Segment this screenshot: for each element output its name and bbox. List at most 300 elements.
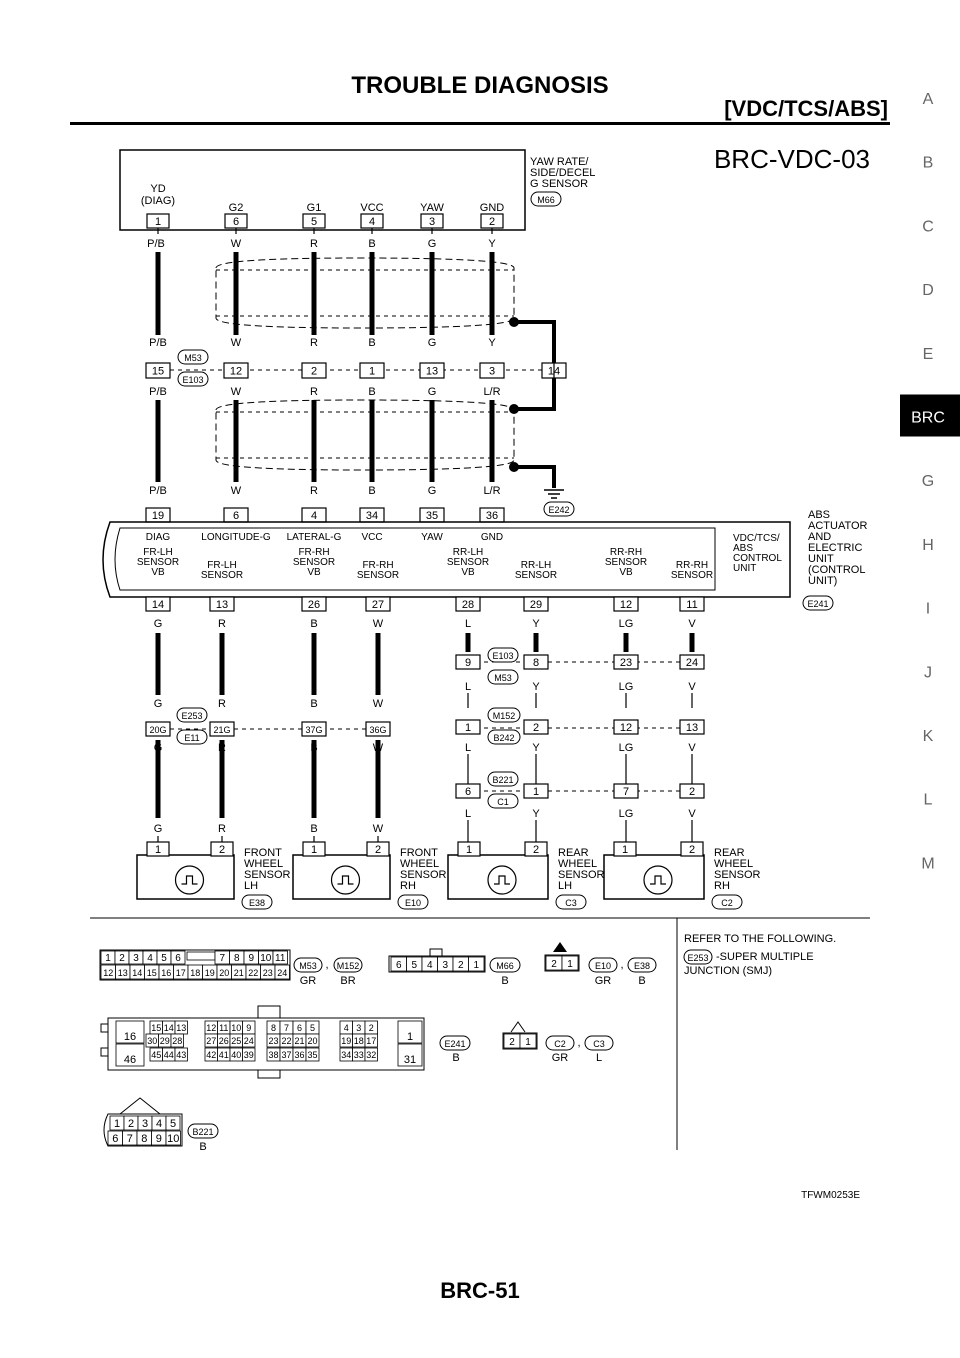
wire-color: G: [427, 337, 437, 349]
e10-pin: 2: [551, 959, 557, 970]
pin-func: G2: [228, 202, 244, 214]
abs-pin-func: YAW: [421, 532, 443, 543]
wire-color: G: [153, 823, 163, 835]
sensor-label: WHEEL: [558, 858, 598, 870]
abs-bottom-func: RR-RH: [609, 547, 643, 558]
e241-pin: 10: [231, 1023, 242, 1033]
shield-ellipse: [216, 400, 514, 470]
e241-pin: 22: [281, 1036, 292, 1046]
yaw-pin: 4: [368, 216, 376, 228]
e241-pin: 17: [366, 1036, 377, 1046]
m53-color: BR: [340, 975, 356, 987]
e241-pin: 4: [343, 1023, 349, 1033]
b221-color: B: [199, 1141, 207, 1153]
m53-pin: 22: [248, 968, 259, 978]
m66-pin: 4: [426, 960, 433, 971]
side-index-letter: C: [922, 218, 934, 236]
wire-color: G: [427, 238, 437, 250]
page-title: TROUBLE DIAGNOSIS: [351, 72, 609, 99]
c2-pin: 1: [525, 1037, 531, 1048]
junction-connector: E103: [182, 375, 204, 385]
junction2-pin: 23: [619, 657, 633, 669]
wire-color: B: [368, 238, 376, 250]
abs-pin-func: VCC: [361, 532, 383, 543]
e241-pin: 32: [366, 1050, 377, 1060]
sensor-pin: 2: [688, 844, 696, 856]
e241-pin: 31: [403, 1054, 417, 1066]
b221-pin: 6: [112, 1133, 119, 1145]
junction-pin: 12: [229, 365, 243, 378]
e241-pin: 23: [268, 1036, 279, 1046]
m66-key: [430, 949, 442, 956]
wire-color: Y: [532, 808, 540, 820]
yaw-sensor-label: SIDE/DECEL: [530, 167, 596, 179]
wire-color: W: [372, 618, 384, 630]
yaw-sensor-label: G SENSOR: [530, 178, 589, 190]
e241-pin: 6: [296, 1023, 303, 1033]
wire-color: B: [310, 742, 318, 754]
abs-unit-label: (CONTROL: [808, 564, 866, 576]
e241-pin: 24: [243, 1036, 254, 1046]
wire-color: B: [310, 823, 318, 835]
m53-pin: 12: [103, 968, 114, 978]
sensor-label: WHEEL: [244, 858, 284, 870]
sensor-label: RH: [400, 880, 416, 892]
wire-color: L: [464, 618, 472, 630]
sensor-label: WHEEL: [400, 858, 440, 870]
pin-func: G1: [306, 202, 322, 214]
wire-color: G: [153, 618, 163, 630]
pin-func: YD: [150, 183, 166, 195]
abs-pin: 34: [365, 510, 379, 522]
wire-color: V: [688, 808, 696, 820]
junction2-pin: 8: [532, 657, 540, 669]
m53-pin: 15: [146, 968, 157, 978]
e241-pin: 35: [307, 1050, 318, 1060]
e241-pin: 38: [268, 1050, 279, 1060]
e241-pin: 34: [341, 1050, 352, 1060]
e241-pin: 5: [309, 1023, 316, 1033]
wire-color: Y: [488, 337, 496, 349]
m66-pin: 1: [473, 960, 480, 971]
e241-pin: 14: [163, 1023, 174, 1033]
m53-pin: 9: [248, 953, 255, 964]
wire-color: LG: [618, 808, 634, 820]
abs-bottom-pin: 13: [215, 599, 229, 611]
wire-color: R: [218, 823, 226, 835]
wire-color: L/R: [483, 485, 501, 497]
wire-color: W: [230, 337, 242, 349]
wire-color: R: [310, 485, 318, 497]
junction3-pin: 21G: [213, 725, 231, 735]
abs-bottom-pin: 11: [686, 599, 698, 611]
side-index: [900, 0, 960, 1358]
abs-bottom-func: SENSOR: [446, 557, 490, 568]
sensor-pin: 1: [465, 844, 473, 856]
abs-bottom-func: SENSOR: [200, 570, 244, 581]
sensor-label: SENSOR: [558, 869, 605, 881]
abs-inner-label: ABS: [733, 543, 754, 554]
junction3-connector: E11: [184, 733, 200, 743]
e241-pin: 2: [368, 1023, 374, 1033]
sensor-label: REAR: [558, 847, 589, 859]
pin-func: GND: [479, 202, 505, 214]
c2-label: C2: [554, 1039, 566, 1049]
m53-pin: 2: [119, 953, 125, 964]
m53-pin: 4: [147, 953, 153, 964]
e241-pin: 43: [176, 1050, 187, 1060]
m66-pin: 2: [457, 960, 464, 971]
side-index-letter: BRC: [911, 409, 945, 427]
abs-pin-func: LONGITUDE-G: [201, 532, 271, 543]
b221-pin: 10: [167, 1133, 180, 1145]
abs-bottom-func: SENSOR: [604, 557, 648, 568]
junction5-pin: 6: [464, 786, 472, 798]
abs-bottom-pin: 27: [371, 599, 385, 611]
yaw-sensor-label: YAW RATE/: [530, 156, 589, 168]
abs-bottom-pin: 29: [529, 599, 543, 611]
sensor-label: SENSOR: [244, 869, 291, 881]
e241-latch: [101, 1048, 108, 1056]
wire-color: L: [464, 808, 472, 820]
wire-color: W: [230, 485, 242, 497]
side-index-letter: B: [922, 154, 934, 172]
side-index-letter: E: [922, 345, 934, 363]
wire-color: W: [230, 386, 242, 398]
abs-bottom-func: RR-RH: [675, 560, 709, 571]
e241-pin: 40: [231, 1050, 242, 1060]
shield-drain-wire: [514, 467, 554, 488]
m53-pin: 1: [105, 953, 111, 964]
yaw-pin: 5: [310, 216, 318, 228]
abs-inner-label: CONTROL: [733, 553, 782, 564]
side-index-letter: M: [921, 855, 935, 873]
wire-color: V: [688, 618, 696, 630]
junction-connector: M53: [184, 353, 202, 363]
e241-key: [258, 1006, 280, 1018]
e241-pin: 27: [206, 1036, 217, 1046]
sensor-pin: 2: [532, 844, 540, 856]
abs-unit-label: ACTUATOR: [808, 520, 868, 532]
side-index-letter: K: [922, 728, 934, 745]
sensor-label: WHEEL: [714, 858, 754, 870]
b221-pin: 3: [141, 1118, 149, 1130]
abs-unit-label: ABS: [808, 509, 831, 521]
wire-color: LG: [618, 681, 634, 693]
sensor-connector: E38: [248, 898, 266, 908]
abs-pin: 36: [485, 510, 499, 522]
abs-inner-label: VDC/TCS/: [733, 533, 780, 544]
junction4-pin: 13: [685, 722, 699, 734]
abs-unit-label: ELECTRIC: [808, 542, 863, 554]
abs-bottom-pin: 26: [307, 599, 321, 611]
wire-color: Y: [532, 618, 540, 630]
m53-pin: 6: [175, 953, 181, 964]
wire-color: L: [464, 742, 472, 754]
side-index-letter: A: [922, 91, 934, 108]
m53-pin: 11: [275, 953, 286, 964]
e241-pin: 12: [206, 1023, 217, 1033]
m53-label: ,: [325, 959, 329, 971]
e241-pin: 37: [281, 1050, 292, 1060]
m66-pin: 3: [442, 960, 449, 971]
sensor-label: REAR: [714, 847, 745, 859]
e10-color: B: [638, 975, 646, 987]
e241-pin: 36: [294, 1050, 305, 1060]
e241-pin: 7: [283, 1023, 290, 1033]
yaw-pin: 3: [428, 216, 436, 228]
refer-note: JUNCTION (SMJ): [684, 965, 772, 977]
wire-color: LG: [618, 618, 634, 630]
sensor-connector: C2: [721, 898, 733, 908]
abs-bottom-pin: 12: [619, 599, 633, 611]
abs-inner-label: UNIT: [733, 563, 757, 574]
c2-label: ,: [577, 1037, 581, 1049]
abs-pin-func: DIAG: [145, 532, 171, 543]
e10-label: E38: [633, 961, 651, 971]
sensor-symbol: [644, 866, 672, 894]
e241-pin: 15: [151, 1023, 162, 1033]
wire-color: B: [368, 485, 376, 497]
wire-color: W: [372, 742, 384, 754]
junction3-pin: 37G: [305, 725, 323, 735]
m53-pin: 7: [219, 953, 226, 964]
junction5-connector: B221: [492, 775, 514, 785]
wire-color: R: [310, 337, 318, 349]
wire-color: L/R: [483, 386, 501, 398]
shield-ellipse: [216, 258, 514, 328]
c2-color: GR: [551, 1052, 569, 1064]
junction4-pin: 12: [619, 722, 633, 734]
b221-pin: 5: [169, 1118, 177, 1130]
side-index-letter: G: [921, 473, 935, 491]
wire-color: R: [310, 238, 318, 250]
sensor-pin: 1: [310, 844, 318, 856]
wire-color: G: [427, 386, 437, 398]
junction2-connector: M53: [494, 673, 512, 683]
b221-pin: 7: [126, 1133, 133, 1145]
junction4-connector: M152: [492, 711, 516, 721]
figure-code: TFWM0253E: [801, 1190, 860, 1201]
e241-pin: 13: [176, 1023, 187, 1033]
e241-latch: [101, 1024, 108, 1032]
abs-bottom-func: SENSOR: [514, 570, 558, 581]
e241-pin: 21: [294, 1036, 305, 1046]
e241-pin: 9: [246, 1023, 252, 1033]
e241-pin: 26: [218, 1036, 229, 1046]
m66-color: B: [501, 975, 509, 987]
c2-pin: 2: [509, 1037, 515, 1048]
junction5-pin: 2: [688, 786, 696, 798]
junction-pin: 2: [310, 365, 318, 378]
e10-color: GR: [594, 975, 612, 987]
junction3-connector: E253: [181, 711, 203, 721]
e241-pin: 41: [218, 1050, 229, 1060]
abs-unit-label: UNIT): [808, 575, 838, 587]
abs-bottom-func: FR-LH: [143, 547, 173, 558]
sensor-label: SENSOR: [714, 869, 761, 881]
e241-pin: 45: [151, 1050, 162, 1060]
wire-color: B: [310, 618, 318, 630]
m66-label: M66: [496, 961, 514, 971]
b221-pin: 2: [127, 1118, 135, 1130]
junction-pin: 14: [547, 365, 561, 378]
m53-pin: 14: [132, 968, 143, 978]
wire-color: Y: [532, 742, 540, 754]
abs-bottom-func: VB: [619, 567, 633, 578]
wire-color: R: [310, 386, 318, 398]
abs-bottom-pin: 28: [461, 599, 475, 611]
wire-color: LG: [618, 742, 634, 754]
abs-bottom-func: FR-RH: [362, 560, 394, 571]
e241-pin: 8: [270, 1023, 277, 1033]
e241-pin: 46: [123, 1054, 137, 1066]
abs-bottom-func: RR-LH: [452, 547, 484, 558]
junction5-pin: 7: [622, 786, 630, 798]
m53-pin: 5: [161, 953, 167, 964]
wire-color: R: [218, 618, 226, 630]
b221-pin: 8: [141, 1133, 148, 1145]
wire-color: G: [427, 485, 437, 497]
wire-color: P/B: [147, 238, 165, 250]
wire-color: L: [464, 681, 472, 693]
abs-bottom-func: VB: [151, 567, 165, 578]
wire-color: W: [372, 823, 384, 835]
page-number: BRC-51: [440, 1278, 520, 1303]
e241-pin: 42: [206, 1050, 217, 1060]
junction4-pin: 2: [532, 722, 540, 734]
diagram-layer: [90, 144, 870, 1153]
wire-color: R: [218, 698, 226, 710]
abs-bottom-func: SENSOR: [292, 557, 336, 568]
junction2-connector: E103: [492, 651, 514, 661]
wire-color: Y: [488, 238, 496, 250]
wire-color: G: [153, 742, 163, 754]
abs-unit-label: UNIT: [808, 553, 834, 565]
pin-func: VCC: [360, 202, 384, 214]
e10-label: ,: [620, 959, 624, 971]
pin-func: YAW: [420, 202, 444, 214]
sensor-pin: 2: [218, 844, 226, 856]
m53-label: M53: [299, 961, 317, 971]
e241-pin: 16: [123, 1031, 137, 1043]
wire-color: B: [368, 386, 376, 398]
junction3-pin: 36G: [369, 725, 387, 735]
m53-key: [187, 952, 215, 960]
yaw-sensor-connector: M66: [537, 195, 555, 205]
wire-color: V: [688, 681, 696, 693]
e10-label: E10: [594, 961, 612, 971]
junction3-pin: 20G: [149, 725, 167, 735]
junction5-pin: 1: [532, 786, 540, 798]
m53-pin: 21: [233, 968, 244, 978]
wire-color: P/B: [149, 485, 167, 497]
m53-color: GR: [299, 975, 317, 987]
abs-bottom-func: FR-RH: [298, 547, 330, 558]
m53-pin: 13: [117, 968, 128, 978]
wire-color: R: [218, 742, 226, 754]
m53-pin: 23: [262, 968, 273, 978]
e241-pin: 33: [353, 1050, 364, 1060]
m53-pin: 8: [233, 953, 240, 964]
m53-pin: 10: [260, 953, 272, 964]
sensor-pin: 1: [154, 844, 162, 856]
sensor-label: RH: [714, 880, 730, 892]
sensor-connector: E10: [404, 898, 422, 908]
e241-pin: 18: [353, 1036, 364, 1046]
sensor-label: FRONT: [244, 847, 282, 859]
e241-pin: 30: [147, 1036, 158, 1046]
refer-connector: E253: [687, 953, 709, 963]
wire-color: B: [310, 698, 318, 710]
e241-pin: 3: [356, 1023, 362, 1033]
b221-label: B221: [192, 1127, 214, 1137]
side-index-letter: H: [922, 536, 934, 554]
abs-pin-func: GND: [480, 532, 504, 543]
e241-pin: 25: [231, 1036, 242, 1046]
section-title: [VDC/TCS/ABS]: [724, 96, 888, 121]
abs-bottom-func: VB: [307, 567, 321, 578]
junction4-connector: B242: [493, 733, 515, 743]
e241-pin: 39: [243, 1050, 254, 1060]
e241-pin: 29: [159, 1036, 170, 1046]
wire-color: Y: [532, 681, 540, 693]
abs-pin: 35: [425, 510, 439, 522]
refer-note: -SUPER MULTIPLE: [716, 951, 814, 963]
yaw-pin: 6: [232, 216, 240, 228]
sensor-symbol: [488, 866, 516, 894]
refer-note: REFER TO THE FOLLOWING.: [684, 933, 837, 945]
ground-connector: E242: [548, 505, 570, 515]
abs-pin: 19: [151, 510, 165, 522]
wire-color: G: [153, 698, 163, 710]
abs-pin: 4: [310, 510, 318, 522]
e241-pin: 44: [163, 1050, 174, 1060]
abs-bottom-func: SENSOR: [670, 570, 714, 581]
e241-pin: 28: [172, 1036, 183, 1046]
e241-pin: 11: [219, 1023, 229, 1033]
yaw-pin: 1: [154, 216, 162, 228]
wire-color: W: [230, 238, 242, 250]
pin-func: (DIAG): [140, 195, 176, 207]
abs-bottom-func: VB: [461, 567, 475, 578]
c2-color: L: [595, 1052, 603, 1064]
sensor-pin: 2: [374, 844, 382, 856]
abs-connector: E241: [807, 599, 829, 609]
abs-bottom-func: SENSOR: [356, 570, 400, 581]
junction-pin: 15: [151, 365, 165, 378]
side-index-letter: I: [925, 600, 931, 618]
m66-pin: 6: [395, 960, 402, 971]
side-index-letter: L: [923, 791, 933, 809]
m53-pin: 16: [161, 968, 172, 978]
sensor-symbol: [332, 866, 360, 894]
e241-key: [258, 1070, 280, 1078]
abs-unit-label: AND: [808, 531, 832, 543]
junction4-pin: 1: [464, 722, 472, 734]
junction-pin: 13: [425, 365, 439, 378]
wire-color: V: [688, 742, 696, 754]
e10-key: [553, 942, 567, 952]
b221-pin: 9: [155, 1133, 162, 1145]
m53-pin: 3: [133, 953, 139, 964]
abs-bottom-pin: 14: [151, 599, 165, 611]
sensor-label: LH: [244, 880, 259, 892]
m53-pin: 17: [175, 968, 186, 978]
junction-pin: 1: [368, 365, 376, 378]
yaw-pin: 2: [488, 216, 496, 228]
sensor-pin: 1: [621, 844, 629, 856]
